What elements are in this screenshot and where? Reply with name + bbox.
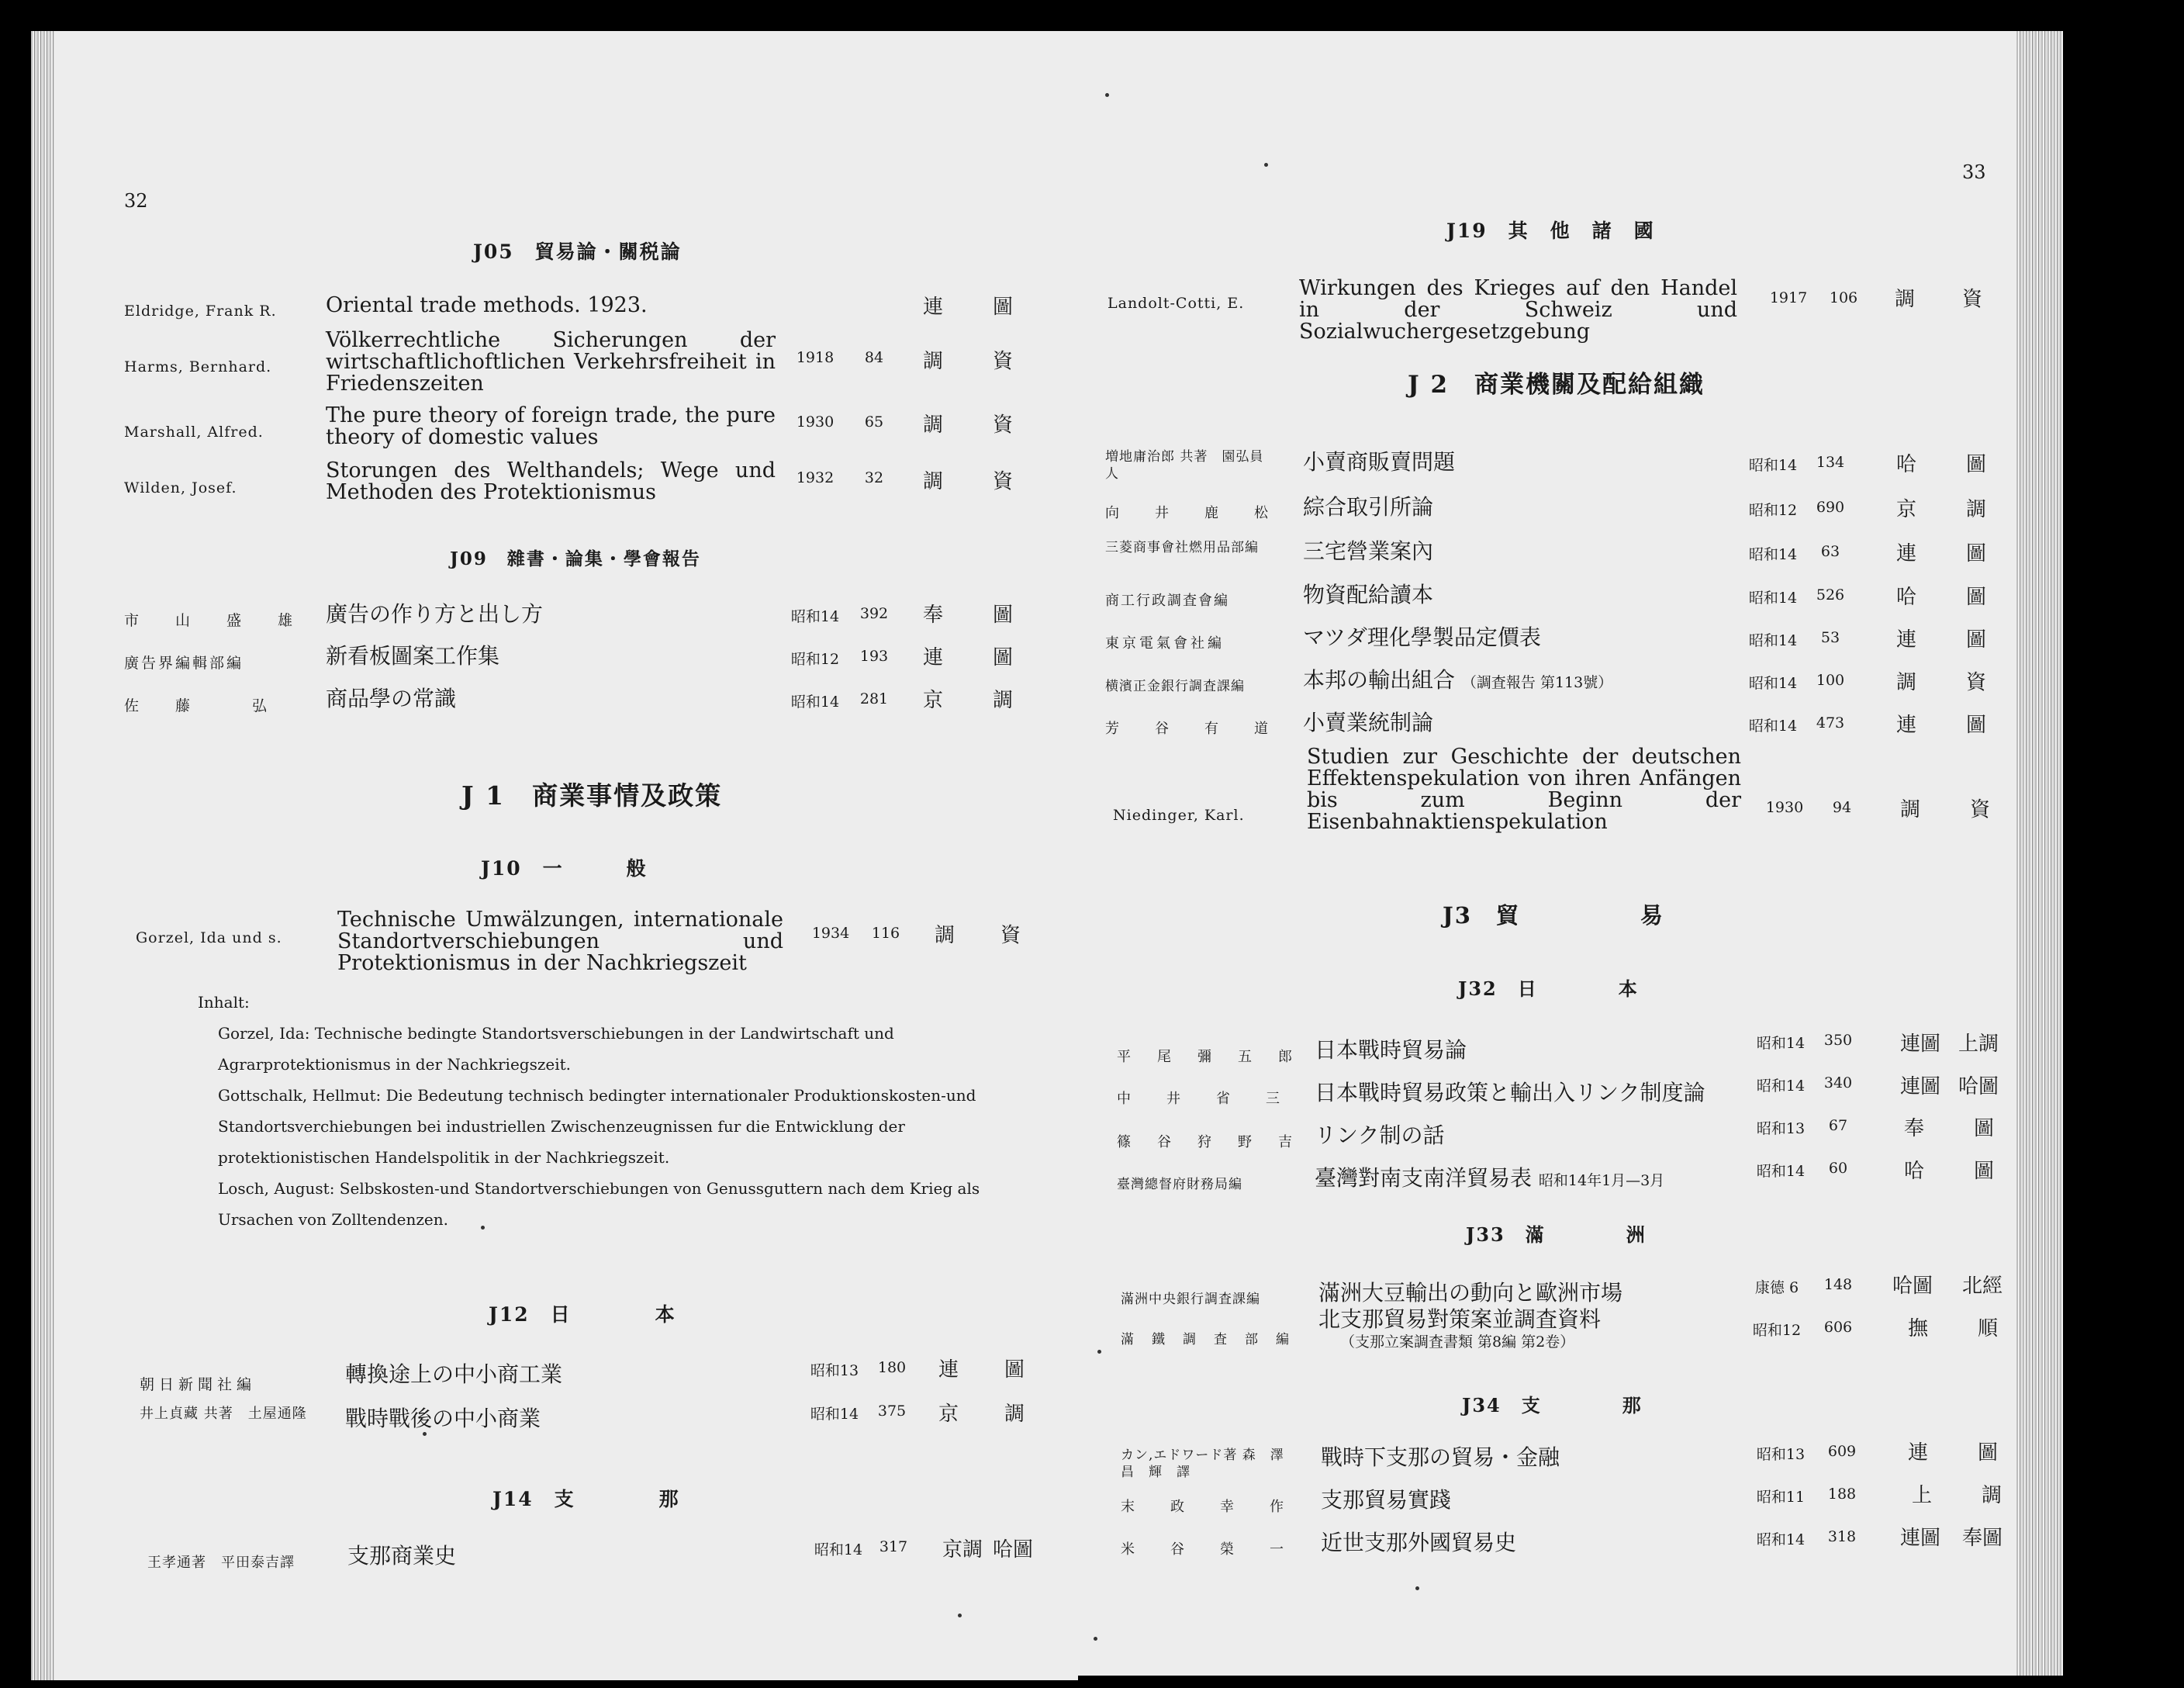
entry-pages: 32 (864, 469, 884, 486)
entry-title: Studien zur Geschichte der deutschen Effektenspekulation von ihren Anfängen bis zum Beginn der Eisenbahnaktienspekulation (1307, 745, 1741, 834)
entry-year: 昭和14 (1756, 1163, 1806, 1180)
entry-title: 支那商業史 (347, 1543, 457, 1569)
entry-note: （支那立案調査書類 第8編 第2卷） (1340, 1333, 1575, 1351)
entry-pages: 60 (1828, 1160, 1848, 1177)
entry-author: Niedinger, Karl. (1113, 807, 1245, 824)
entry-location-1: 調 (935, 924, 955, 947)
entry-location-2: 順 (1978, 1317, 1999, 1340)
entry-location-1: 連圖 (1900, 1075, 1941, 1098)
entry-location-2: 圖 (1004, 1358, 1025, 1382)
entry-location-2: 圖 (1966, 714, 1987, 737)
entry-location-2: 資 (993, 470, 1014, 493)
entry-title: 日本戰時貿易論 (1315, 1037, 1467, 1063)
entry-title: 三宅營業案內 (1303, 538, 1434, 564)
inhalt-label: Inhalt: (198, 993, 250, 1012)
entry-year: 昭和14 (790, 608, 840, 625)
entry-location-2: 調 (1966, 498, 1987, 521)
entry-location-1: 調 (1896, 671, 1917, 694)
entry-location-1: 連 (923, 296, 944, 319)
entry-title: 新看板圖案工作集 (326, 643, 500, 669)
left-page (31, 31, 1078, 1680)
entry-year: 1918 (796, 349, 835, 366)
entry-year: 1934 (811, 925, 850, 942)
entry-pages: 148 (1823, 1276, 1853, 1293)
entry-title: Oriental trade methods. 1923. (326, 293, 648, 317)
right-page (1074, 31, 2063, 1676)
entry-pages: 188 (1827, 1486, 1857, 1503)
entry-year: 昭和14 (1748, 675, 1798, 692)
section-heading-j3: J3 貿 易 (1443, 902, 1664, 929)
entry-author: Harms, Bernhard. (124, 358, 272, 375)
entry-pages: 53 (1820, 629, 1840, 646)
entry-note: 昭和14年1月—3月 (1538, 1172, 1665, 1189)
entry-pages: 67 (1828, 1117, 1848, 1134)
entry-location-2: 圖 (1966, 628, 1987, 652)
entry-pages: 526 (1816, 586, 1845, 604)
entry-year: 昭和12 (1748, 502, 1798, 519)
entry-pages: 63 (1820, 543, 1840, 560)
entry-pages: 375 (877, 1403, 907, 1420)
entry-year: 昭和14 (1748, 457, 1798, 474)
entry-location-2: 哈圖 (993, 1538, 1034, 1562)
page-number-left: 32 (124, 190, 148, 212)
entry-location-2: 圖 (1978, 1441, 1999, 1465)
entry-year: 昭和14 (1748, 632, 1798, 649)
entry-title: Völkerrechtliche Sicherungen der wirtschaftlichoftlichen Verkehrsfreiheit in Friedenszeiten (326, 328, 776, 396)
entry-location-2: 資 (1970, 798, 1991, 822)
entry-title (1315, 1167, 1664, 1192)
entry-pages: 106 (1829, 289, 1858, 306)
entry-title: 廣告の作り方と出し方 (326, 601, 544, 627)
entry-year: 昭和13 (810, 1362, 859, 1379)
entry-location-2: 資 (1000, 924, 1021, 947)
entry-pages: 609 (1827, 1443, 1857, 1460)
ink-speck (1264, 163, 1268, 167)
entry-author: Gorzel, Ida und s. (136, 929, 282, 946)
entry-location-1: 調 (923, 350, 944, 373)
entry-location-1: 哈 (1904, 1160, 1925, 1183)
entry-year: 1932 (796, 469, 835, 486)
entry-author: 佐 藤 弘 (124, 697, 278, 714)
entry-location-1: 上 (1912, 1484, 1933, 1507)
ink-speck (958, 1614, 962, 1617)
entry-title (1303, 669, 1612, 694)
entry-pages: 180 (877, 1359, 907, 1376)
entry-author: 向 井 鹿 松 (1105, 505, 1279, 521)
entry-year: 昭和14 (1748, 590, 1798, 607)
entry-location-1: 連 (923, 646, 944, 669)
entry-year: 1930 (1765, 799, 1804, 816)
entry-pages: 317 (879, 1538, 908, 1555)
inhalt-item: Gorzel, Ida: Technische bedingte Standortsverschiebungen in der Landwirtschaft und Agrarprotektionismus in der Nachkriegszeit. (218, 1024, 894, 1074)
section-heading-j33: J33 滿 洲 (1466, 1223, 1647, 1246)
entry-title: 日本戰時貿易政策と輸出入リンク制度論 (1315, 1080, 1705, 1105)
page-edge-left (31, 31, 54, 1680)
entry-pages: 84 (864, 349, 884, 366)
entry-title (1318, 1306, 1602, 1352)
entry-title: Wirkungen des Krieges auf den Handel in der Schweiz und Sozialwuchergesetzgebung (1299, 276, 1737, 344)
entry-note: （調査報告 第113號） (1461, 674, 1613, 691)
entry-pages: 193 (859, 648, 889, 665)
entry-author: 滿 鐵 調 査 部 編 (1121, 1332, 1291, 1347)
entry-author: 井上貞藏 共著 土屋通隆 (140, 1406, 307, 1422)
entry-location-2: 上調 (1958, 1033, 1999, 1056)
entry-title: 小賣商販賣問題 (1303, 449, 1456, 475)
entry-pages: 94 (1832, 799, 1852, 816)
entry-location-2: 調 (993, 689, 1014, 712)
entry-location-2: 圖 (1966, 542, 1987, 566)
entry-pages: 392 (859, 605, 889, 622)
entry-author: 商工行政調査會編 (1105, 593, 1229, 609)
section-heading-j19: J19 其 他 諸 國 (1446, 220, 1655, 242)
entry-pages: 690 (1816, 499, 1845, 516)
entry-title: 轉換途上の中小商工業 (345, 1361, 563, 1387)
entry-location-2: 圖 (993, 604, 1014, 627)
entry-author: 末 政 幸 作 (1121, 1499, 1294, 1515)
entry-location-2: 圖 (1966, 586, 1987, 609)
entry-year: 昭和14 (1756, 1531, 1806, 1548)
entry-location-2: 北經 (1962, 1275, 2003, 1298)
ink-speck (1105, 93, 1109, 97)
entry-location-2: 圖 (993, 296, 1014, 319)
entry-location-1: 調 (923, 413, 944, 437)
entry-year: 昭和13 (1756, 1120, 1806, 1137)
entry-author: 中 井 省 三 (1117, 1091, 1291, 1107)
entry-location-2: 資 (993, 413, 1014, 437)
entry-author: 市 山 盛 雄 (124, 612, 304, 629)
section-heading-j14: J14 支 那 (492, 1488, 680, 1510)
entry-pages: 350 (1823, 1032, 1853, 1049)
entry-location-1: 調 (923, 470, 944, 493)
entry-title: マツダ理化學製品定價表 (1303, 624, 1541, 650)
entry-pages: 134 (1816, 454, 1845, 471)
entry-location-1: 撫 (1908, 1317, 1929, 1340)
entry-author: Wilden, Josef. (124, 479, 237, 496)
entry-location-1: 京 (1896, 498, 1917, 521)
entry-title: 綜合取引所論 (1303, 494, 1434, 520)
entry-author: Eldridge, Frank R. (124, 303, 277, 320)
entry-author: Marshall, Alfred. (124, 424, 264, 441)
entry-year: 昭和14 (1748, 718, 1798, 735)
entry-location-1: 奉 (1904, 1117, 1925, 1140)
entry-year: 昭和14 (814, 1541, 863, 1558)
entry-location-1: 連 (1896, 714, 1917, 737)
ink-speck (481, 1226, 485, 1230)
section-heading-j12: J12 日 本 (489, 1303, 676, 1326)
entry-title: 戰時下支那の貿易・金融 (1321, 1444, 1560, 1470)
entry-location-1: 哈圖 (1892, 1275, 1933, 1298)
entry-year: 康德 6 (1754, 1279, 1799, 1296)
entry-title: リンク制の話 (1315, 1122, 1445, 1148)
entry-year: 昭和11 (1756, 1489, 1806, 1506)
inhalt-block (198, 987, 993, 1235)
entry-location-1: 連圖 (1900, 1527, 1941, 1550)
entry-location-2: 圖 (993, 646, 1014, 669)
entry-author: 東京電氣會社編 (1105, 635, 1225, 652)
section-heading-j05: J05 貿易論・關税論 (473, 240, 682, 263)
section-heading-j1: J 1 商業事情及政策 (461, 780, 723, 811)
entry-title: 滿洲大豆輸出の動向と歐洲市場 (1318, 1280, 1623, 1306)
entry-location-1: 哈 (1896, 586, 1917, 609)
entry-location-1: 連 (1896, 542, 1917, 566)
entry-pages: 606 (1823, 1319, 1853, 1336)
entry-location-1: 連 (1908, 1441, 1929, 1465)
entry-location-1: 京 (938, 1403, 959, 1426)
entry-location-1: 連 (938, 1358, 959, 1382)
entry-location-2: 圖 (1966, 453, 1987, 476)
entry-location-2: 調 (1004, 1403, 1025, 1426)
entry-title: 近世支那外國貿易史 (1321, 1530, 1517, 1555)
entry-title-text: 北支那貿易對策案並調査資料 (1318, 1306, 1602, 1332)
entry-location-1: 調 (1900, 798, 1921, 822)
ink-speck (1097, 1350, 1101, 1354)
section-heading-j09: J09 雜書・論集・學會報告 (450, 548, 701, 569)
entry-author: Landolt-Cotti, E. (1108, 295, 1245, 312)
entry-location-1: 奉 (923, 604, 944, 627)
entry-location-2: 圖 (1974, 1160, 1995, 1183)
entry-pages: 116 (871, 925, 900, 942)
entry-pages: 65 (864, 413, 884, 431)
entry-location-1: 哈 (1896, 453, 1917, 476)
entry-title-text: 本邦の輸出組合 (1303, 667, 1456, 693)
entry-title: 小賣業統制論 (1303, 710, 1434, 735)
entry-author: 増地庸治郎 共著 園弘員人 (1105, 449, 1264, 482)
entry-title: Technische Umwälzungen, internationale Standortverschiebungen und Protektionismus in der Nachkriegszeit (337, 908, 783, 975)
ink-speck (1094, 1637, 1097, 1641)
entry-title-text: 臺灣對南支南洋貿易表 (1315, 1165, 1533, 1191)
entry-title: Storungen des Welthandels; Wege und Methoden des Protektionismus (326, 458, 776, 504)
entry-location-2: 圖 (1974, 1117, 1995, 1140)
entry-year: 昭和13 (1756, 1446, 1806, 1463)
entry-author: 平 尾 彌 五 郎 (1117, 1049, 1298, 1065)
entry-year: 1917 (1769, 289, 1808, 306)
entry-author: 米 谷 榮 一 (1121, 1541, 1294, 1558)
entry-pages: 318 (1827, 1528, 1857, 1545)
inhalt-item: Losch, August: Selbskosten-und Standortverschiebungen von Genussguttern nach dem Krieg als Ursachen von Zolltendenzen. (218, 1179, 980, 1229)
entry-location-2: 資 (1966, 671, 1987, 694)
entry-author: 芳 谷 有 道 (1105, 721, 1279, 737)
entry-location-2: 資 (1962, 288, 1983, 311)
entry-author: 横濱正金銀行調査課編 (1105, 679, 1245, 694)
entry-year: 1930 (796, 413, 835, 431)
entry-year: 昭和12 (790, 651, 840, 668)
entry-title: 戰時戰後の中小商業 (345, 1406, 541, 1431)
page-edge-right (2016, 31, 2063, 1676)
entry-location-2: 奉圖 (1962, 1527, 2003, 1550)
entry-year: 昭和14 (790, 694, 840, 711)
inhalt-item: Gottschalk, Hellmut: Die Bedeutung technisch bedingter internationaler Produktionskosten-und Standortsverchiebungen bei industriellen Zwischenzeugnissen fur die Entwicklung der protektionistischen Handelspolitik in der Nachkriegszeit. (218, 1086, 976, 1167)
entry-pages: 281 (859, 690, 889, 707)
entry-author: 朝日新聞社編 (140, 1376, 257, 1393)
entry-title: 物資配給讀本 (1303, 582, 1434, 607)
entry-author: 三菱商事會社燃用品部編 (1105, 540, 1259, 555)
ink-speck (423, 1432, 427, 1436)
entry-year: 昭和14 (1756, 1077, 1806, 1095)
entry-location-1: 調 (1895, 288, 1916, 311)
entry-author: 王孝通著 平田泰吉譯 (147, 1555, 295, 1571)
entry-title: 商品學の常識 (326, 686, 457, 711)
entry-location-1: 京調 (942, 1538, 983, 1562)
entry-author: 滿洲中央銀行調査課編 (1121, 1292, 1260, 1307)
entry-author: 臺灣總督府財務局編 (1117, 1177, 1242, 1192)
entry-year: 昭和14 (1748, 546, 1798, 563)
entry-location-2: 哈圖 (1958, 1075, 1999, 1098)
section-heading-j10: J10 一 般 (481, 857, 648, 880)
entry-year: 昭和12 (1752, 1322, 1802, 1339)
entry-pages: 340 (1823, 1074, 1853, 1091)
entry-location-1: 京 (923, 689, 944, 712)
entry-year: 昭和14 (810, 1406, 859, 1423)
entry-author: 廣告界編輯部編 (124, 655, 244, 672)
entry-year: 昭和14 (1756, 1035, 1806, 1052)
section-heading-j32: J32 日 本 (1458, 977, 1639, 1000)
entry-pages: 473 (1816, 714, 1845, 732)
entry-location-1: 連 (1896, 628, 1917, 652)
entry-location-2: 資 (993, 350, 1014, 373)
entry-author: カン,エドワード著 森 澤 昌 輝 譯 (1121, 1448, 1298, 1480)
entry-title: The pure theory of foreign trade, the pure theory of domestic values (326, 403, 776, 449)
ink-speck (1415, 1586, 1419, 1590)
section-heading-j2: J 2 商業機關及配給組織 (1408, 371, 1705, 399)
entry-location-1: 連圖 (1900, 1033, 1941, 1056)
entry-author: 篠 谷 狩 野 吉 (1117, 1134, 1298, 1150)
page-number-right: 33 (1962, 161, 1986, 183)
entry-location-2: 調 (1982, 1484, 2003, 1507)
entry-pages: 100 (1816, 672, 1845, 689)
section-heading-j34: J34 支 那 (1462, 1394, 1643, 1416)
entry-title: 支那貿易實踐 (1321, 1487, 1452, 1513)
